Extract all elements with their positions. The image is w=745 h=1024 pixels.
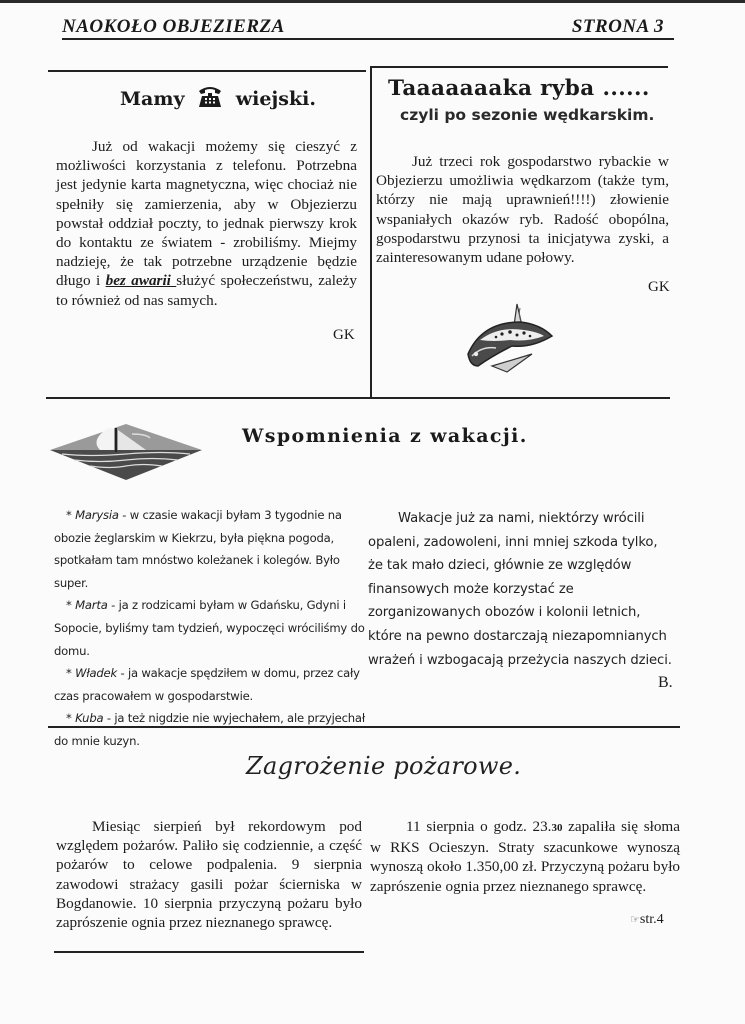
- newsletter-title: NAOKOŁO OBJEZIERZA: [62, 16, 285, 37]
- fish-body-text: Już trzeci rok gospodarstwo rybackie w Objezierzu umożliwia wędkarzom (także tym, którzy nie mają uprawnień!!!!) złowienie wspaniałych okazów ryb. Radość obopólna, gospodarstwu przynosi ta inicjatywa zyski, a zainteresowanym udane połowy.: [376, 153, 669, 267]
- fish-article-title: Taaaaaaaka ryba ......: [388, 76, 650, 101]
- fish-illustration: [462, 296, 562, 381]
- fire-col1-text: Miesiąc sierpień był rekordowym pod względem pożarów. Paliło się codziennie, a część pożarów to celowe podpalenia. 9 sierpnia zawodowi strażacy gasili pożar ścierniska w Bogdanowie. 10 sierpnia przyczyną pożaru było zaprószenie ognia przez nieznanego sprawcę.: [56, 818, 362, 932]
- memory-entry: * Władek - ja wakacje spędziłem w domu, przez cały czas pracowałem w gospodarstwie.: [54, 666, 360, 703]
- phone-body-text: Już od wakacji możemy się cieszyć z możliwości korzystania z telefonu. Potrzebna jest jedynie karta magnetyczna, więc chociaż nie spełniły się zamierzenia, aby w Objezierzu powstał oddział poczty, to jednak pierwszy krok do kontaktu ze światem - zrobiliśmy. Miejmy nadzieję, że tak potrzebne urządzenie będzie długo i: [56, 138, 357, 290]
- phone-article-top-rule: [48, 70, 366, 72]
- fire-article-col2: [370, 817, 680, 896]
- memory-entry: * Kuba - ja też nigdzie nie wyjechałem, ale przyjechał do mnie kuzyn.: [54, 711, 365, 748]
- scan-top-edge: [0, 0, 745, 3]
- telephone-icon: [197, 84, 223, 113]
- memories-entries: [54, 504, 366, 753]
- memories-bottom-rule: [48, 726, 680, 728]
- fire-col1-bottom-rule: [54, 951, 364, 953]
- memories-commentary-text: Wakacje już za nami, niektórzy wrócili opaleni, zadowoleni, inni mniej szkoda tylko, że tak mało dzieci, głównie ze względów finansowych może korzystać ze zorganizowanych obozów i kolonii letnich, które na pewno dostarczają niezapomnianych wrażeń i wzbogacają przeżycia naszych dzieci.: [368, 511, 672, 668]
- column-divider: [370, 66, 372, 399]
- memories-signature: B.: [658, 674, 673, 691]
- phone-article-signature: GK: [333, 327, 355, 343]
- memory-entry-name: Marysia: [75, 508, 119, 522]
- memory-entry-name: Marta: [75, 598, 108, 613]
- fire-article-col1: [56, 817, 362, 932]
- page-number: STRONA 3: [571, 16, 664, 37]
- memory-entry-text: - ja też nigdzie nie wyjechałem, ale przyjechał do mnie kuzyn.: [54, 711, 365, 748]
- fire-time-minutes: 30: [551, 822, 563, 834]
- fire-article-title: Zagrożenie pożarowe.: [246, 752, 522, 780]
- phone-body-text-end: służyć społeczeństwu, zależy to również od nas samych.: [56, 272, 357, 309]
- page-header: [62, 14, 674, 40]
- memory-entry-text: - ja wakacje spędziłem w domu, przez cały czas pracowałem w gospodarstwie.: [54, 666, 360, 703]
- fish-article-top-rule: [372, 66, 668, 68]
- memory-entry-name: Władek: [75, 666, 117, 681]
- fire-col2-text: 11 sierpnia o godz. 23.: [406, 818, 552, 835]
- memory-entry: * Marta - ja z rodzicami byłam w Gdańsku, Gdyni i Sopocie, byliśmy tam tydzień, wypoczęci wróciliśmy do domu.: [54, 598, 365, 658]
- phone-article-title: [120, 84, 316, 113]
- fish-article-subtitle: czyli po sezonie wędkarskim.: [400, 106, 655, 124]
- phone-article-bottom-rule: [46, 397, 370, 399]
- memory-entry: * Marysia - w czasie wakacji byłam 3 tygodnie na obozie żeglarskim w Kiekrzu, była piękna pogoda, spotkałam tam mnóstwo koleżanek i kolegów. Było super.: [54, 508, 342, 590]
- phone-article-body: [56, 137, 357, 310]
- fish-article-bottom-rule: [370, 397, 670, 399]
- fish-article-body: [376, 152, 669, 267]
- memory-entry-text: - w czasie wakacji byłam 3 tygodnie na obozie żeglarskim w Kiekrzu, była piękna pogoda, spotkałam tam mnóstwo koleżanek i kolegów. Było super.: [54, 508, 342, 590]
- memories-article-title: Wspomnienia z wakacji.: [242, 425, 528, 447]
- fire-col2-text-end: zapaliła się słoma w RKS Ocieszyn. Straty szacunkowe wynoszą wynoszą około 1.350,00 zł. Przyczyną pożaru było zaprószenie ognia przez nieznanego sprawcę.: [370, 818, 681, 895]
- phone-title-text-1: Mamy: [120, 88, 185, 110]
- pointing-hand-icon: ☞: [630, 914, 640, 926]
- continued-page-label: str.4: [639, 912, 664, 927]
- memories-commentary: [368, 507, 674, 672]
- sailboat-logo: [50, 424, 202, 485]
- memory-entry-name: Kuba: [75, 711, 104, 726]
- fish-article-signature: GK: [648, 279, 670, 295]
- phone-title-text-2: wiejski.: [235, 88, 316, 110]
- memory-entry-text: - ja z rodzicami byłam w Gdańsku, Gdyni i Sopocie, byliśmy tam tydzień, wypoczęci wróciliśmy do domu.: [54, 598, 365, 658]
- phone-body-emphasis: bez awarii: [105, 272, 177, 290]
- continued-on-link[interactable]: [630, 912, 664, 928]
